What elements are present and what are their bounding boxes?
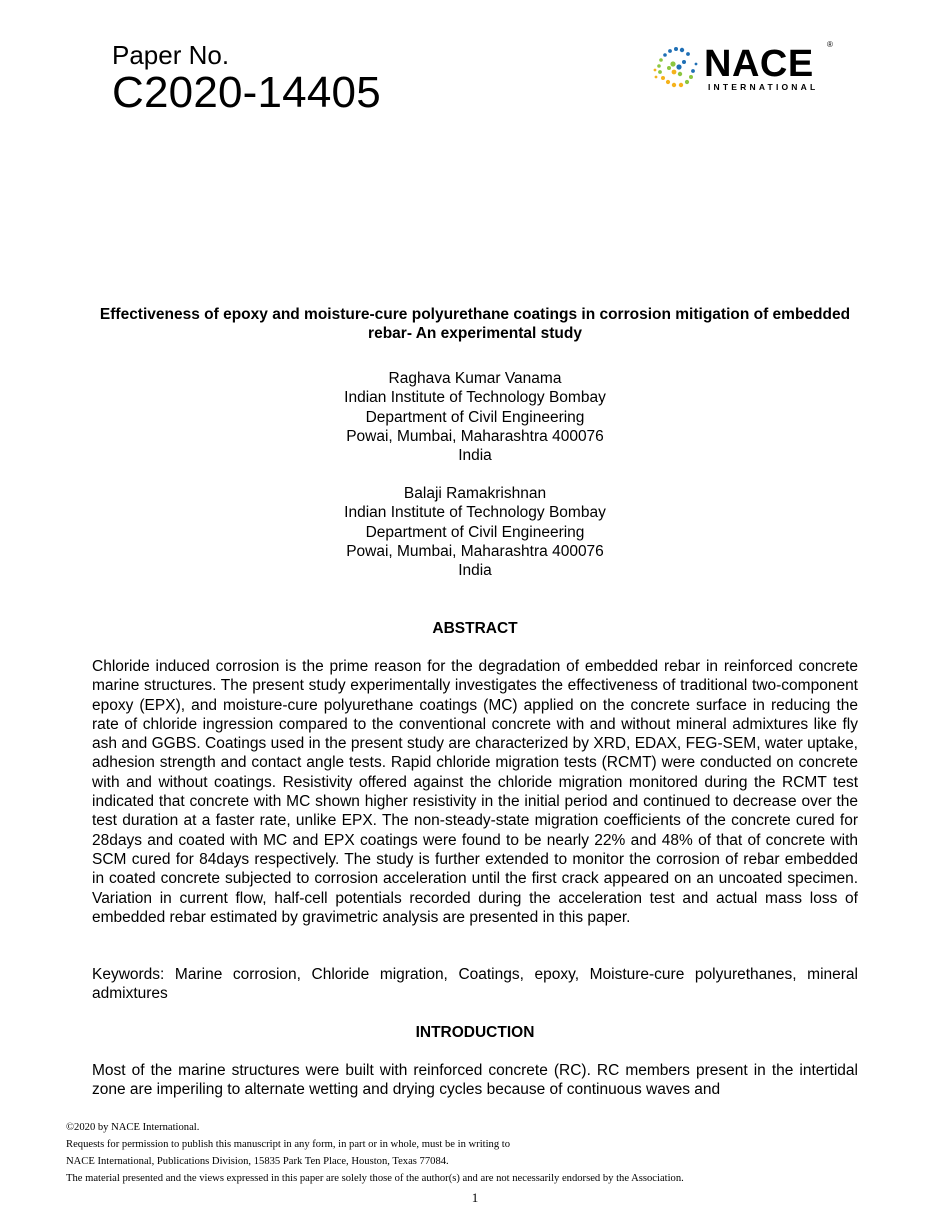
author-block-1 [92, 369, 858, 465]
footer [66, 1119, 684, 1187]
logo-subtitle: INTERNATIONAL [708, 82, 819, 92]
author-block-2 [92, 484, 858, 580]
author-address: Powai, Mumbai, Maharashtra 400076 [346, 542, 604, 560]
logo-dot [680, 48, 684, 52]
logo-dot [695, 63, 698, 66]
author-institution: Indian Institute of Technology Bombay [344, 504, 606, 522]
footer-copyright: ©2020 by NACE International. [66, 1122, 200, 1133]
abstract-heading: ABSTRACT [432, 620, 518, 637]
logo-dot [679, 83, 683, 87]
logo-dot [672, 83, 676, 87]
author-department: Department of Civil Engineering [365, 523, 585, 541]
logo-registered-mark: ® [827, 40, 833, 49]
logo-dot [672, 70, 677, 75]
logo-dot [670, 61, 675, 66]
logo-wordmark: NACE [704, 43, 814, 85]
logo-dot [678, 72, 682, 76]
nace-logo-mark-icon [652, 44, 704, 90]
abstract-text: Chloride induced corrosion is the prime reason for the degradation of embedded rebar in reinforced concrete marine structures. The present study experimentally investigates the effectiveness of traditional two-component epoxy (EPX), and moisture-cure polyurethane coatings (MC) applied on the concrete surface in reducing the rate of chloride ingression compared to the conventional concrete with and without mineral admixtures like fly ash and GGBS. Coatings used in the present study are characterized by XRD, EDAX, FEG-SEM, water uptake, adhesion strength and contact angle tests. Rapid chloride migration tests (RCMT) were conducted on concrete with and without coatings. Resistivity offered against the chloride migration monitored during the RCMT test indicated that concrete with MC shown higher resistivity in the initial period and continued to decrease over the test duration at a faster rate, unlike EPX. The non-steady-state migration coefficients of the concrete cured for 28days and coated with MC and EPX coatings were found to be nearly 22% and 48% of that of concrete with SCM cured for 84days respectively. The study is further extended to monitor the corrosion of rebar embedded in coated concrete subjected to corrosion acceleration until the first crack appeared on an uncoated specimen. Variation in current flow, half-cell potentials recorded during the acceleration test and actual mass loss of embedded rebar estimated by gravimetric analysis are presented in this paper. [92, 658, 858, 926]
logo-dot [657, 64, 661, 68]
author-name: Balaji Ramakrishnan [403, 485, 547, 502]
logo-dot [659, 58, 663, 62]
author-department: Department of Civil Engineering [365, 408, 585, 426]
logo-dot [655, 76, 658, 79]
introduction-text: Most of the marine structures were built with reinforced concrete (RC). RC members present in the intertidal zone are imperiling to alternate wetting and drying cycles because of continuous waves and [92, 1062, 858, 1099]
footer-permission-line-2: NACE International, Publications Division, 15835 Park Ten Place, Houston, Texas 77084. [66, 1156, 449, 1167]
logo-dot [685, 80, 689, 84]
author-country: India [458, 447, 492, 465]
logo-dot [658, 70, 662, 74]
nace-logo [652, 42, 842, 102]
logo-dot [667, 66, 671, 70]
logo-dot [668, 49, 672, 53]
paper-id: C2020-14405 [112, 68, 381, 117]
logo-dot [663, 53, 667, 57]
logo-dot [654, 69, 657, 72]
page-number: 1 [471, 1190, 479, 1205]
author-country: India [458, 562, 492, 580]
introduction-heading: INTRODUCTION [415, 1024, 535, 1041]
logo-dot [682, 60, 686, 64]
author-name: Raghava Kumar Vanama [388, 370, 562, 387]
logo-dot [691, 69, 695, 73]
author-institution: Indian Institute of Technology Bombay [344, 389, 606, 407]
paper-number-label: Paper No. [112, 40, 230, 70]
logo-dot [689, 75, 693, 79]
logo-dot [686, 52, 690, 56]
footer-permission-line-1: Requests for permission to publish this manuscript in any form, in part or in whole, must be in writing to [66, 1139, 511, 1150]
logo-dot [676, 64, 681, 69]
paper-title: Effectiveness of epoxy and moisture-cure polyurethane coatings in corrosion mitigation of embedded rebar- An experimental study [99, 306, 851, 342]
author-address: Powai, Mumbai, Maharashtra 400076 [346, 427, 604, 445]
footer-disclaimer: The material presented and the views expressed in this paper are solely those of the author(s) and are not necessarily endorsed by the Association. [66, 1173, 684, 1184]
logo-dot [666, 80, 670, 84]
logo-dot [661, 76, 665, 80]
keywords: Keywords: Marine corrosion, Chloride migration, Coatings, epoxy, Moisture-cure polyurethanes, mineral admixtures [92, 966, 858, 1003]
logo-dot [674, 47, 678, 51]
